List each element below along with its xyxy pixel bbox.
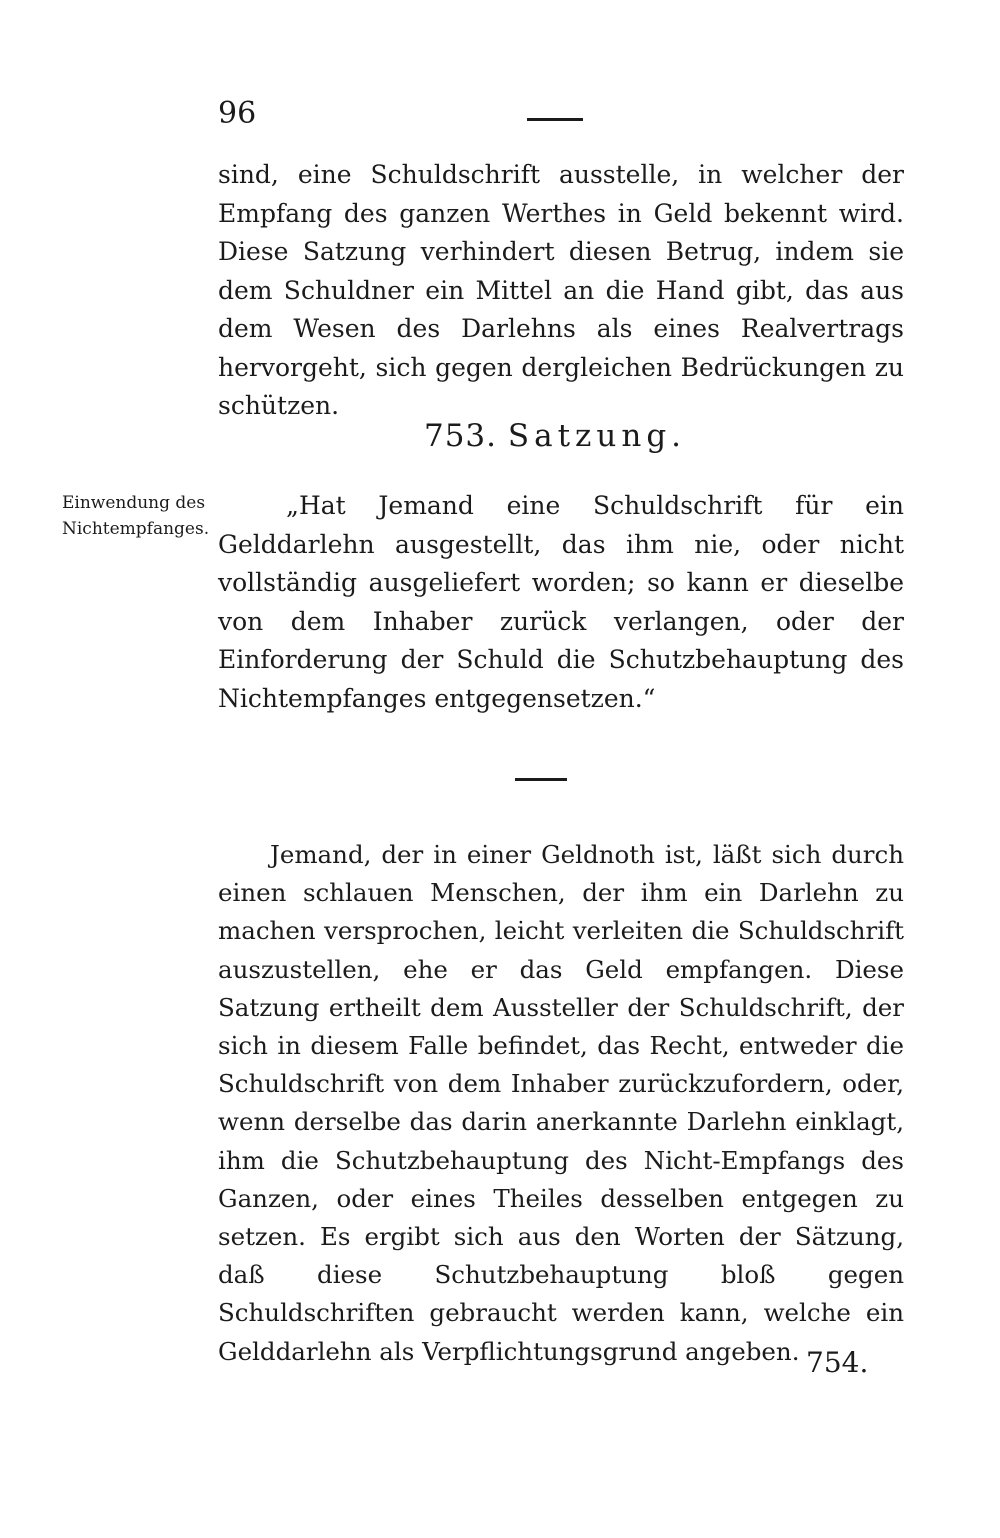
section-heading (0, 416, 1000, 456)
catchword: 754. (806, 1346, 869, 1379)
quote-block (218, 487, 904, 718)
quote-paragraph: „Hat Jemand eine Schuldschrift für ein Gelddarlehn ausgestellt, das ihm nie, oder nicht vollständig ausgeliefert worden; so kann er dieselbe von dem Inhaber zurück verlangen, oder der Einforderung der Schuld die Schutzbehauptung des Nichtempfanges entgegensetzen.“ (218, 491, 904, 713)
commentary-paragraph: Jemand, der in einer Geldnoth ist, läßt sich durch einen schlauen Menschen, der ihm ein Darlehn zu machen versprochen, leicht verleiten die Schuldschrift auszustellen, ehe er das Geld empfangen. Diese Satzung ertheilt dem Aussteller der Schuldschrift, der sich in diesem Falle befindet, das Recht, entweder die Schuldschrift von dem Inhaber zurückzufordern, oder, wenn derselbe das darin anerkannte Darlehn einklagt, ihm die Schutzbehauptung des Nicht-Empfangs des Ganzen, oder eines Theiles desselben entgegen zu setzen. Es ergibt sich aus den Worten der Sätzung, daß diese Schutzbehauptung bloß gegen Schuldschriften gebraucht werden kann, welche ein Gelddarlehn als Verpflichtungsgrund angeben. (218, 840, 904, 1366)
section-number: 753. (423, 418, 498, 454)
section-divider (515, 778, 567, 781)
top-paragraph: sind, eine Schuldschrift ausstelle, in welcher der Empfang des ganzen Werthes in Geld bekennt wird. Diese Satzung verhindert diesen Betrug, indem sie dem Schuldner ein Mittel an die Hand gibt, das aus dem Wesen des Darlehns als eines Realvertrags hervorgeht, sich gegen dergleichen Bedrückungen zu schützen. (218, 160, 904, 420)
section-title: Satzung. (507, 418, 687, 454)
commentary-block (218, 836, 904, 1371)
margin-note: Einwendung des Nichtempfanges. (62, 493, 210, 539)
top-paragraph-block (218, 156, 904, 426)
header-rule (527, 118, 583, 121)
page-number: 96 (218, 96, 257, 131)
